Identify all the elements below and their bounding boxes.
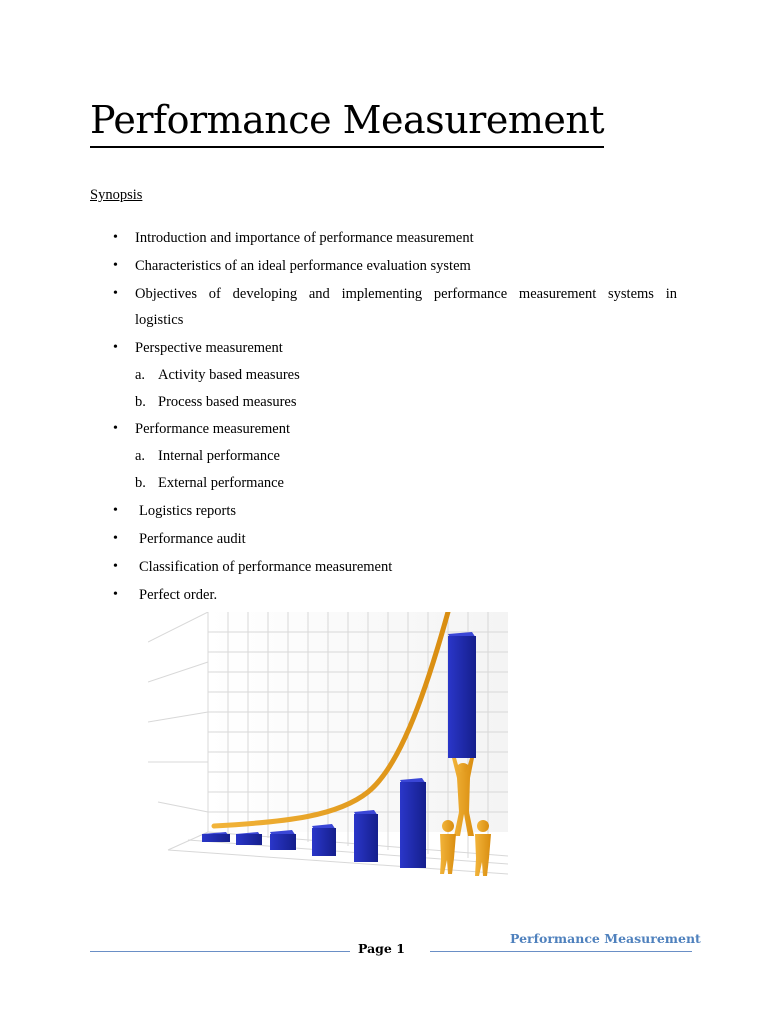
list-item-continuation: logistics	[135, 312, 184, 328]
list-item: Objectives of developing and implementing performance measurement systems in	[135, 286, 677, 302]
list-item: Perspective measurement	[135, 340, 283, 356]
sub-item-marker: a.	[135, 367, 146, 383]
sub-item-marker: b.	[135, 394, 146, 410]
sub-list-item: Process based measures	[158, 394, 297, 410]
footer-divider-right	[430, 951, 692, 952]
bar-5	[354, 810, 378, 862]
synopsis-heading: Synopsis	[90, 187, 143, 203]
page-title: Performance Measurement	[90, 96, 604, 148]
bullet-icon: •	[113, 503, 118, 518]
bullet-icon: •	[113, 531, 118, 546]
bullet-icon: •	[113, 421, 118, 436]
list-item: Classification of performance measurement	[139, 559, 393, 575]
bar-2	[236, 832, 262, 845]
sub-item-marker: b.	[135, 475, 146, 491]
sub-list-item: External performance	[158, 475, 284, 491]
bullet-icon: •	[113, 286, 118, 301]
sub-item-marker: a.	[135, 448, 146, 464]
page-number: Page 1	[358, 941, 405, 956]
footer-running-title: Performance Measurement	[510, 931, 701, 946]
bar-1	[202, 832, 230, 842]
sub-list-item: Activity based measures	[158, 367, 300, 383]
bullet-icon: •	[113, 340, 118, 355]
list-item: Perfect order.	[139, 587, 218, 603]
bullet-icon: •	[113, 230, 118, 245]
list-item: Introduction and importance of performance measurement	[135, 230, 474, 246]
list-item: Characteristics of an ideal performance evaluation system	[135, 258, 471, 274]
list-item: Performance audit	[139, 531, 246, 547]
sub-list-item: Internal performance	[158, 448, 280, 464]
bar-4	[312, 824, 336, 856]
growth-chart-illustration	[148, 612, 516, 884]
list-item: Performance measurement	[135, 421, 290, 437]
bar-7-lifted	[448, 632, 476, 758]
bullet-icon: •	[113, 587, 118, 602]
bullet-icon: •	[113, 258, 118, 273]
bullet-icon: •	[113, 559, 118, 574]
list-item: Logistics reports	[139, 503, 237, 519]
footer-divider-left	[90, 951, 350, 952]
bar-6	[400, 778, 426, 868]
bar-3	[270, 830, 296, 850]
